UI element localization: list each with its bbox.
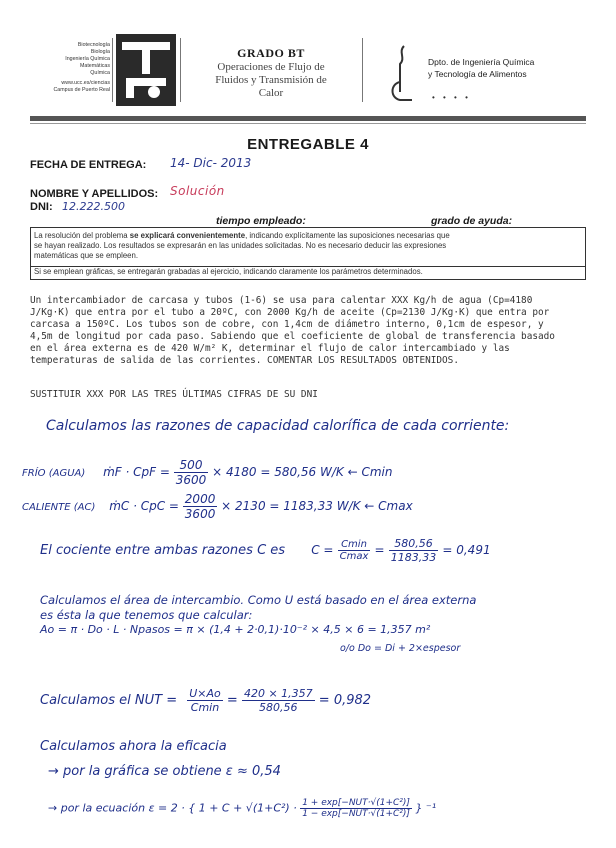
fraction-denominator: 1183,33 [390,551,437,564]
course-name [186,61,356,100]
solution-intro: Calculamos las razones de capacidad calorífica de cada corriente: [46,418,510,434]
efficacy-eq-fraction [300,798,412,819]
area-intro: Calculamos el área de intercambio. Como U está basado en el área externa [40,593,477,607]
substitution-note: SUSTITUIR XXX POR LAS TRES ÚLTIMAS CIFRAS DE SU DNI [30,389,318,400]
fraction-denominator: 3600 [184,507,216,521]
course-name-line: Operaciones de Flujo de [217,61,325,73]
hot-stream-label: CALIENTE (AC) [22,502,96,513]
header-rule-thin [30,123,586,124]
cold-stream-expr: ṁF · CpF = [103,465,170,479]
nut-fraction-numeric [242,687,315,714]
problem-statement [30,295,586,367]
department-line: y Tecnología de Alimentos [428,69,527,79]
fraction-denominator: 3600 [175,473,207,487]
faculty-line: Matemáticas [79,63,110,69]
fraction-numerator: 500 [174,458,209,473]
faculty-campus: Campus de Puerto Real [53,87,110,93]
efficacy-equation [48,798,436,819]
ratio-text: El cociente entre ambas razones C es [40,543,286,558]
department-line: Dpto. de Ingeniería Química [428,57,535,67]
hot-stream-expr: ṁC · CpC = [109,499,179,513]
hot-stream-fraction [183,492,218,521]
area-equation: Ao = π · Do · L · Npasos = π × (1,4 + 2·0,1)·10⁻² × 4,5 × 6 = 1,357 m² [40,623,431,636]
ratio-equals: = [374,543,385,557]
problem-line: Un intercambiador de carcasa y tubos (1-6) se usa para calentar XXX Kg/h de agua (Cp=4180 [30,295,533,306]
instructions-line: se hayan realizado. Los resultados se expresarán en las unidades solicitadas. No es necesario deducir las expresiones [34,241,447,250]
instructions-line: Si se emplean gráficas, se entregarán grabadas al ejercicio, indicando claramente los parámetros determinados. [34,267,423,276]
name-label: NOMBRE Y APELLIDOS: [30,188,159,200]
dni-label: DNI: [30,201,53,213]
fraction-numerator: 580,56 [389,537,439,551]
ratio-result: = 0,491 [442,543,491,557]
instructions-line [34,231,584,241]
faculty-line: Ingeniería Química [65,56,110,62]
fraction-numerator: 420 × 1,357 [243,687,313,700]
efficacy-graph: → por la gráfica se obtiene ε ≈ 0,54 [48,764,281,779]
instructions-text: , indicando explícitamente las suposiciones necesarias que [245,231,450,240]
faculty-line: Biología [90,49,110,55]
faculty-line: Química [90,70,110,76]
hot-stream-row [22,492,413,521]
cold-stream-row [22,458,392,487]
faculty-line: Biotecnología [77,42,110,48]
header-divider [112,38,113,102]
problem-line: 4,5m de longitud por cada paso. Sabiendo que el coeficiente de global de transferencia basado [30,331,555,342]
nut-fraction-symbolic [187,687,223,714]
department-name [428,56,588,80]
cold-stream-fraction [174,458,209,487]
instructions-emphasis: se explicará convenientemente [129,231,246,240]
problem-line: J/Kg·K) que entra por el tubo a 20ºC, con 2000 Kg/h de aceite (Cp=2130 J/Kg·K) que entra por [30,307,550,318]
nut-result: = 0,982 [318,693,372,708]
nut-equals: = [226,693,238,708]
help-level-label: grado de ayuda: [431,215,513,227]
fraction-denominator: Cmax [339,551,369,562]
fraction-denominator: 1 − exp[−NUT·√(1+C²)] [302,809,410,819]
due-date-value: 14- Dic- 2013 [170,156,252,170]
fraction-numerator: U×Ao [189,687,221,700]
department-logo [386,42,416,104]
course-name-line: Calor [258,87,284,99]
ratio-lhs: C = [311,543,334,557]
problem-line: en el área externa es de 420 W/m² K, determinar el flujo de calor intercambiado y las [30,343,510,354]
course-name-line: Fluidos y Transmisión de [215,74,327,86]
hot-stream-result: × 2130 = 1183,33 W/K ← Cmax [221,499,413,513]
ratio-fraction-numeric [389,537,439,564]
university-logo [116,34,176,106]
area-intro-2: es ésta la que tenemos que calcular: [40,608,253,622]
fraction-denominator: 580,56 [259,701,298,714]
fraction-numerator: Cmin [338,539,371,551]
due-date-label: FECHA DE ENTREGA: [30,159,147,171]
fraction-numerator: 1 + exp[−NUT·√(1+C²)] [302,798,410,808]
header-divider [180,38,181,102]
time-spent-label: tiempo empleado: [216,215,306,227]
instructions-text: La resolución del problema [34,231,130,240]
area-note: o/o Do = Di + 2×espesor [340,643,461,654]
header-rule [30,116,586,121]
ratio-row [40,537,491,564]
university-faculty-list [30,42,110,94]
name-value: Solución [170,184,225,198]
instructions-line: matemáticas que se empleen. [34,251,139,260]
dni-value: 12.222.500 [62,200,125,213]
efficacy-intro: Calculamos ahora la eficacia [40,739,227,754]
fraction-denominator: Cmin [190,701,220,714]
document-title: ENTREGABLE 4 [247,136,369,153]
problem-line: temperaturas de salida de las corrientes. COMENTAR LOS RESULTADOS OBTENIDOS. [30,355,459,366]
faculty-url: www.ucc.es/ciencias [61,80,110,86]
ratio-fraction-symbolic [338,539,371,562]
nut-lhs: Calculamos el NUT = [40,693,178,708]
cold-stream-result: × 4180 = 580,56 W/K ← Cmin [212,465,393,479]
nut-row [40,687,371,714]
efficacy-eq-rhs: } ⁻¹ [415,801,437,815]
cold-stream-label: FRÍO (AGUA) [22,468,86,479]
header-divider [362,38,363,102]
course-grade-title: GRADO BT [237,46,305,60]
efficacy-eq-lhs: → por la ecuación ε = 2 · { 1 + C + √(1+C²) · [48,801,297,815]
problem-line: carcasa a 150ºC. Los tubos son de cobre, con 1,4cm de diámetro interno, 0,1cm de espesor, y [30,319,544,330]
fraction-numerator: 2000 [184,492,216,506]
department-dots: • • • • [432,93,471,102]
